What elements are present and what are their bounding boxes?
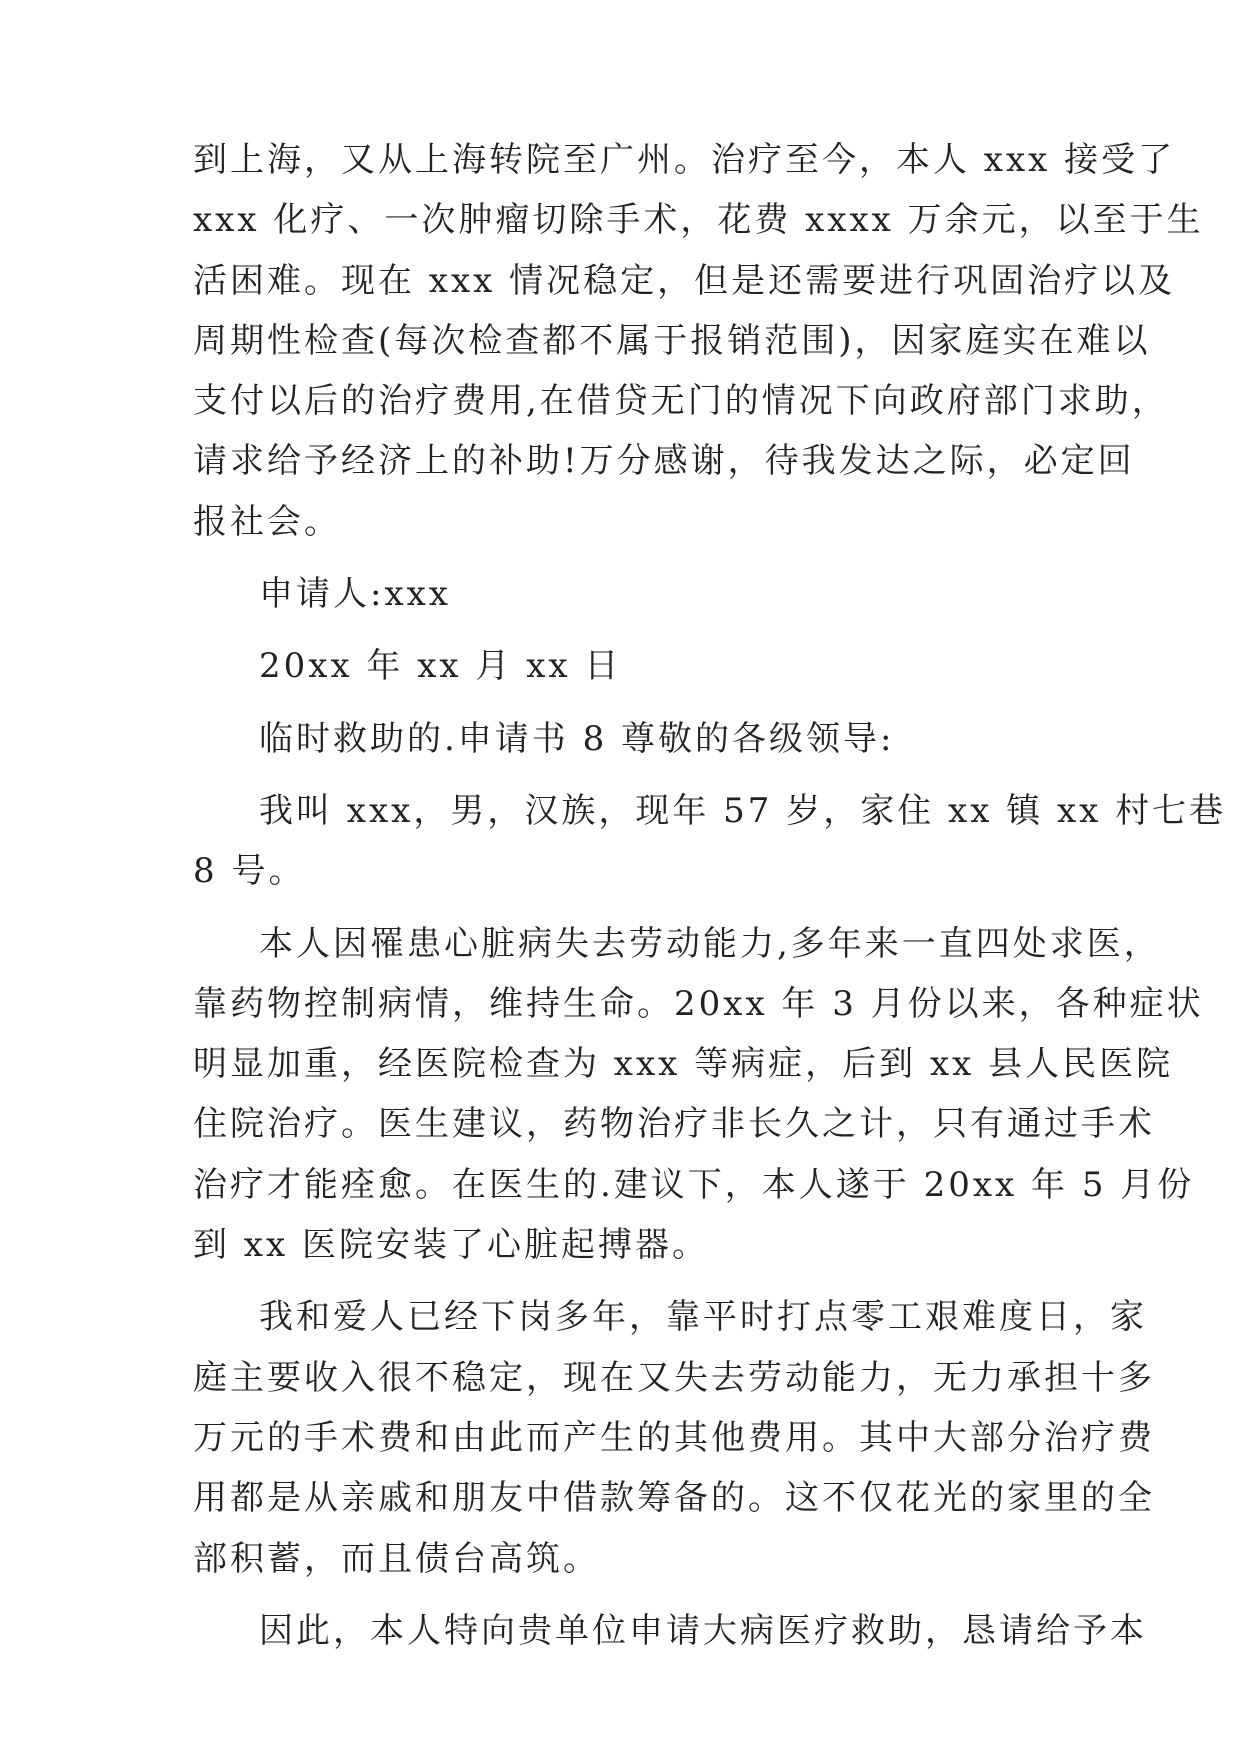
paragraph (193, 709, 1053, 769)
paragraph (193, 564, 1053, 624)
text-line: 到上海，又从上海转院至广州。治疗至今，本人 xxx 接受了 (193, 140, 1176, 180)
text-line: xxx 化疗、一次肿瘤切除手术，花费 xxxx 万余元，以至于生 (193, 200, 1204, 241)
text-line: 因此，本人特向贵单位申请大病医疗救助，恳请给予本 (259, 1610, 1147, 1651)
salutation-line: 临时救助的.申请书 8 尊敬的各级领导: (259, 718, 895, 759)
text-line: 用都是从亲戚和朋友中借款筹备的。这不仅花光的家里的全 (193, 1478, 1155, 1519)
paragraph (193, 130, 1204, 552)
text-line: 庭主要收入很不稳定，现在又失去劳动能力，无力承担十多 (193, 1357, 1155, 1398)
text-line: 请求给予经济上的补助!万分感谢，待我发达之际，必定回 (193, 441, 1135, 482)
paragraph (193, 1601, 1147, 1661)
text-line: 住院治疗。医生建议，药物治疗非长久之计，只有通过手术 (193, 1104, 1155, 1145)
text-line: 靠药物控制病情，维持生命。20xx 年 3 月份以来，各种症状 (193, 983, 1204, 1024)
document-body (193, 130, 1227, 1661)
text-line: 部积蓄，而且债台高筑。 (193, 1538, 600, 1579)
applicant-line: 申请人:xxx (259, 574, 451, 615)
text-line: 我和爱人已经下岗多年，靠平时打点零工艰难度日，家 (259, 1297, 1147, 1338)
text-line: 治疗才能痊愈。在医生的.建议下，本人遂于 20xx 年 5 月份 (193, 1164, 1195, 1205)
text-line: 万元的手术费和由此而产生的其他费用。其中大部分治疗费 (193, 1417, 1155, 1458)
text-line: 到 xx 医院安装了心脏起搏器。 (193, 1225, 709, 1266)
text-line: 活困难。现在 xxx 情况稳定，但是还需要进行巩固治疗以及 (193, 260, 1176, 301)
text-line: 明显加重，经医院检查为 xxx 等病症，后到 xx 县人民医院 (193, 1044, 1174, 1085)
date-line: 20xx 年 xx 月 xx 日 (259, 646, 622, 687)
paragraph (193, 914, 1204, 1276)
paragraph (193, 636, 1053, 696)
text-line: 本人因罹患心脏病失去劳动能力,多年来一直四处求医， (259, 923, 1161, 964)
text-line: 报社会。 (193, 501, 341, 542)
paragraph (193, 1287, 1155, 1588)
text-line: 周期性检查(每次检查都不属于报销范围)，因家庭实在难以 (193, 320, 1151, 361)
text-line: 支付以后的治疗费用,在借贷无门的情况下向政府部门求助， (193, 381, 1169, 422)
text-line: 我叫 xxx，男，汉族，现年 57 岁，家住 xx 镇 xx 村七巷 (259, 790, 1227, 831)
text-line: 8 号。 (193, 851, 306, 892)
paragraph (193, 781, 1227, 902)
